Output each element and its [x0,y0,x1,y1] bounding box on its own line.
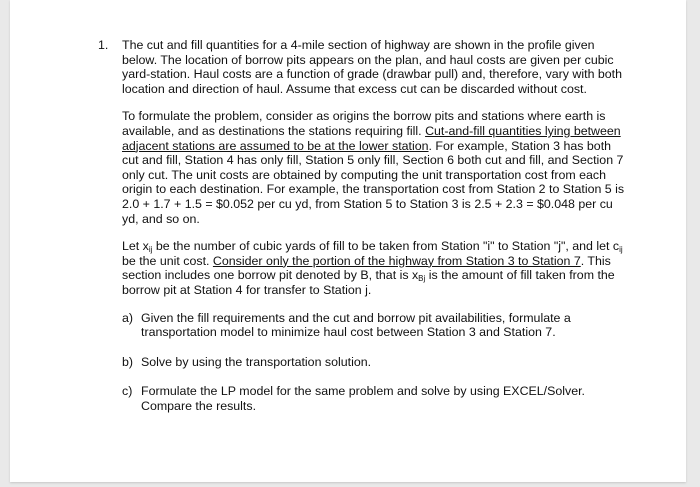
subscript-ij-1: ij [148,245,153,255]
variable-definition-paragraph [122,239,626,297]
document-page [10,0,686,482]
formulation-paragraph [122,109,626,226]
question-label: b) [122,354,134,369]
let-underlined-text: Consider only the portion of the highway from Station 3 to Station 7 [212,253,581,268]
question-b [122,355,626,370]
let-text-4: . This section includes one borrow pit denoted by B, that is x [122,253,611,283]
question-a [122,311,626,340]
problem-content [98,38,626,428]
question-label: a) [122,310,134,325]
formulation-underlined-text: Cut-and-fill quantities lying between adjacent stations are assumed to be at the lower station [122,123,621,153]
subscript-ij-2: ij [619,245,623,255]
problem-number: 1. [98,38,109,52]
formulation-text-start: To formulate the problem, consider as origins the borrow pits and stations where earth is available, and as destinations the stations requiring fill. [122,109,606,138]
formulation-text-end: . For example, Station 3 has both cut and fill, Station 4 has only fill, Station 5 only fill, Section 6 both cut and fill, and Section 7 only cut. The unit costs are obtained by computing the unit transportation cost from each origin to each destination. For example, the transportation cost from Station 2 to Station 5 is 2.0 + 1.7 + 1.5 = $0.052 per cu yd, from Station 5 to Station 3 is 2.5 + 2.3 = $0.048 per cu yd, and so on. [122,138,625,226]
question-text: Solve by using the transportation solution. [141,354,372,369]
question-text: Formulate the LP model for the same problem and solve by using EXCEL/Solver. Compare the results. [141,384,585,413]
let-text-3: be the unit cost. [122,253,213,268]
let-text-5: is the amount of fill taken from the borrow pit at Station 4 for transfer to Station j. [122,268,615,297]
question-label: c) [122,384,133,399]
let-text-2: be the number of cubic yards of fill to be taken from Station "i" to Station "j", and let c [152,239,620,254]
question-c [122,384,626,413]
subscript-bj: Bj [418,274,426,284]
let-text-1: Let x [122,239,149,254]
intro-paragraph: The cut and fill quantities for a 4-mile section of highway are shown in the profile given below. The location of borrow pits appears on the plan, and haul costs are given per cubic yard-station. Haul costs are a function of grade (drawbar pull) and, therefore, vary with both location and direction of haul. Assume that excess cut can be discarded without cost. [122,38,623,96]
question-text: Given the fill requirements and the cut and borrow pit availabilities, formulate a transportation model to minimize haul cost between Station 3 and Station 7. [141,310,571,340]
